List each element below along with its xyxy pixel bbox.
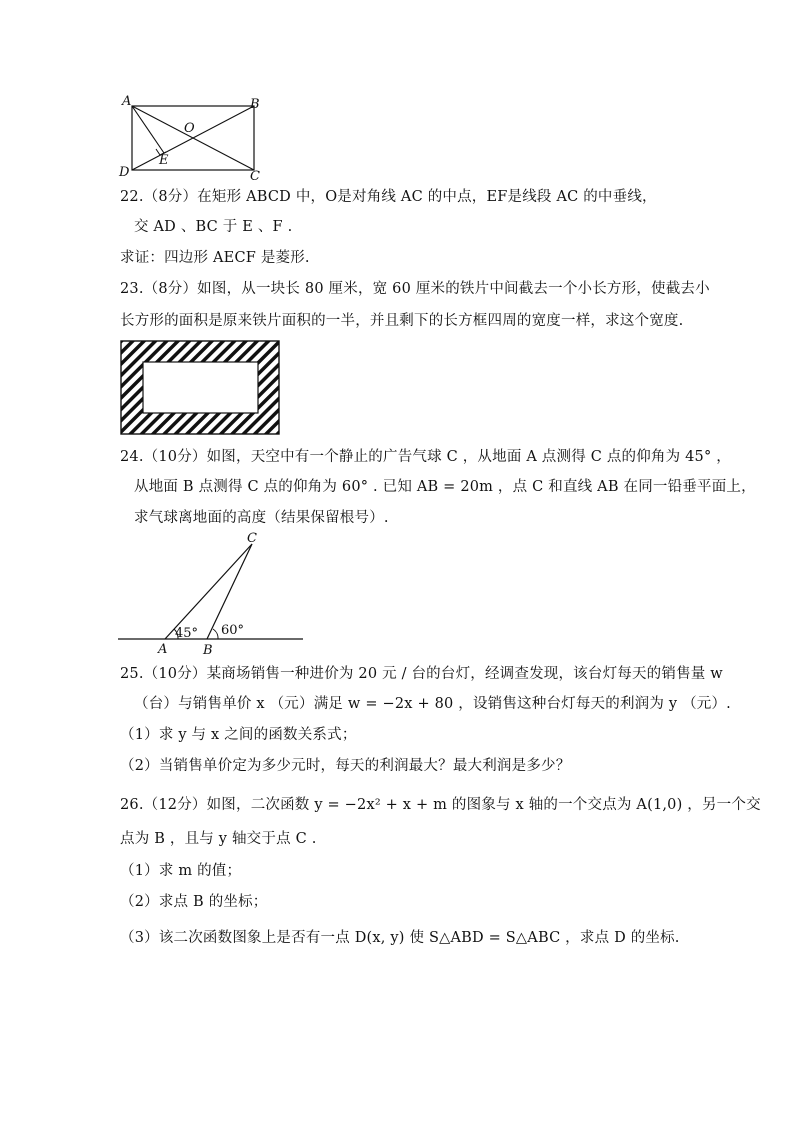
q22-line3: 求证：四边形 AECF 是菱形. — [120, 250, 310, 266]
label-b: B — [250, 97, 260, 112]
q26-line3: （1）求 m 的值； — [120, 863, 242, 879]
label-c-balloon: C — [247, 531, 257, 546]
q25-line2: （台）与销售单价 x （元）满足 w = −2x + 80 ，设销售这种台灯每天的利润为 y （元）. — [134, 696, 731, 712]
label-o: O — [184, 121, 195, 136]
triangle-abc-figure — [118, 528, 308, 658]
label-a: A — [122, 94, 132, 109]
label-a-ground: A — [158, 642, 168, 657]
q26-line5: （3）该二次函数图象上是否有一点 D(x, y) 使 S△ABD = S△ABC ，求点 D 的坐标. — [120, 930, 680, 946]
label-e: E — [159, 153, 169, 168]
q24-line3: 求气球离地面的高度（结果保留根号）. — [134, 510, 389, 526]
q22-line2: 交 AD 、BC 于 E 、F . — [134, 219, 293, 235]
q25-line1: 25.（10分）某商场销售一种进价为 20 元 / 台的台灯，经调查发现，该台灯每天的销售量 w — [120, 666, 723, 682]
q24-line1: 24.（10分）如图，天空中有一个静止的广告气球 C ，从地面 A 点测得 C 点的仰角为 45° ， — [120, 449, 731, 465]
label-c: C — [250, 169, 260, 182]
q22-line1: 22.（8分）在矩形 ABCD 中，O是对角线 AC 的中点，EF是线段 AC 的中垂线， — [120, 189, 657, 205]
label-d: D — [119, 165, 130, 180]
angle-45-label: 45° — [175, 626, 199, 641]
q23-line1: 23.（8分）如图，从一块长 80 厘米，宽 60 厘米的铁片中间截去一个小长方形，使截去小 — [120, 281, 710, 297]
q26-line4: （2）求点 B 的坐标； — [120, 894, 268, 910]
q24-line2: 从地面 B 点测得 C 点的仰角为 60° . 已知 AB = 20m ，点 C 和直线 AB 在同一铅垂平面上， — [134, 479, 756, 495]
q25-line3: （1）求 y 与 x 之间的函数关系式； — [120, 727, 357, 743]
q26-line1: 26.（12分）如图，二次函数 y = −2x² + x + m 的图象与 x 轴的一个交点为 A(1,0) ，另一个交 — [120, 797, 761, 813]
q26-line2: 点为 B ，且与 y 轴交于点 C . — [120, 831, 317, 847]
q23-line2: 长方形的面积是原来铁片面积的一半，并且剩下的长方框四周的宽度一样，求这个宽度. — [120, 313, 684, 329]
angle-60-label: 60° — [221, 623, 245, 638]
label-b-ground: B — [203, 643, 213, 658]
rectangle-abcd-figure — [112, 92, 272, 182]
q25-line4: （2）当销售单价定为多少元时，每天的利润最大？最大利润是多少？ — [120, 758, 571, 774]
hatched-frame-figure — [120, 340, 282, 436]
